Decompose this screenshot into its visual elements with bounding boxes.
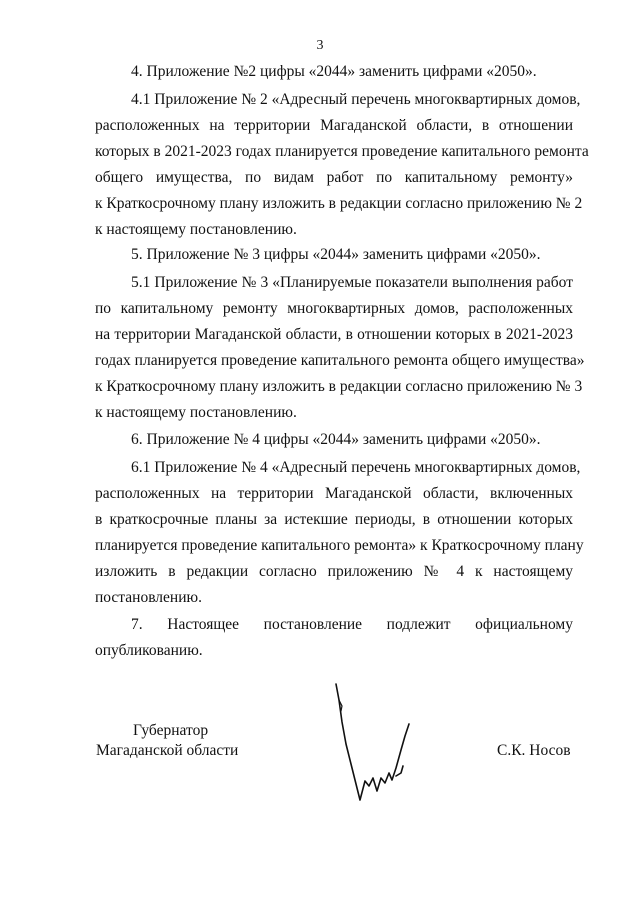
paragraph-line: 6. Приложение № 4 цифры «2044» заменить цифрами «2050». [131, 431, 541, 448]
paragraph-line: постановлению. [95, 589, 202, 606]
paragraph-line: к настоящему постановлению. [95, 404, 297, 421]
signatory-title-line1: Губернатор [133, 722, 209, 739]
paragraph-line: 5. Приложение № 3 цифры «2044» заменить цифрами «2050». [131, 246, 541, 263]
page-number: 3 [316, 38, 324, 53]
paragraph-line: 7. Настоящее постановление подлежит официальному [131, 616, 573, 633]
paragraph-line: общего имущества, по видам работ по капитальному ремонту» [95, 169, 573, 186]
paragraph-line: на территории Магаданской области, в отношении которых в 2021-2023 [95, 326, 573, 343]
paragraph-line: к Краткосрочному плану изложить в редакции согласно приложению № 2 [95, 195, 583, 212]
paragraph-line: по капитальному ремонту многоквартирных домов, расположенных [95, 300, 573, 317]
paragraph-line: 4.1 Приложение № 2 «Адресный перечень многоквартирных домов, [131, 91, 581, 108]
paragraph-line: расположенных на территории Магаданской области, в отношении [95, 117, 573, 134]
signatory-name: С.К. Носов [497, 742, 571, 759]
paragraph-line: в краткосрочные планы за истекшие периоды, в отношении которых [95, 511, 573, 528]
handwritten-signature [330, 678, 426, 808]
paragraph-line: 6.1 Приложение № 4 «Адресный перечень многоквартирных домов, [131, 459, 581, 476]
paragraph-line: изложить в редакции согласно приложению № 4 к настоящему [95, 563, 573, 580]
paragraph-line: расположенных на территории Магаданской области, включенных [95, 485, 573, 502]
signatory-title-line2: Магаданской области [96, 742, 239, 759]
paragraph-line: которых в 2021-2023 годах планируется проведение капитального ремонта [95, 143, 589, 160]
paragraph-line: 4. Приложение №2 цифры «2044» заменить цифрами «2050». [131, 63, 537, 80]
paragraph-line: 5.1 Приложение № 3 «Планируемые показатели выполнения работ [131, 274, 573, 291]
paragraph-line: к Краткосрочному плану изложить в редакции согласно приложению № 3 [95, 378, 583, 395]
paragraph-line: планируется проведение капитального ремонта» к Краткосрочному плану [95, 537, 584, 554]
paragraph-line: годах планируется проведение капитального ремонта общего имущества» [95, 352, 585, 369]
paragraph-line: к настоящему постановлению. [95, 221, 297, 238]
paragraph-line: опубликованию. [95, 642, 203, 659]
